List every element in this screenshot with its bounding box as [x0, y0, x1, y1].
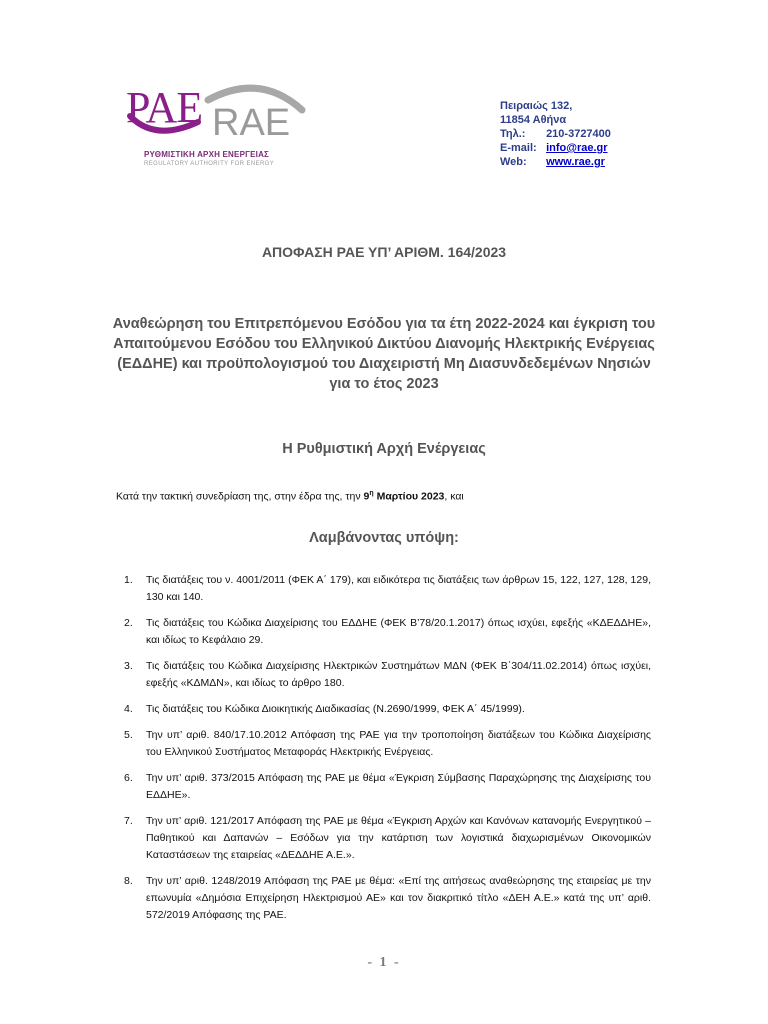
web-row: [500, 155, 611, 169]
considering-heading: Λαμβάνοντας υπόψη:: [309, 530, 459, 546]
considerations-list: [119, 572, 651, 933]
decision-title: ΑΠΟΦΑΣΗ ΡΑΕ ΥΠ’ ΑΡΙΘΜ. 164/2023: [261, 244, 507, 260]
list-item: [119, 727, 651, 761]
logo-text-greek: ΡΑΕ: [126, 83, 203, 132]
rae-logo: [120, 80, 310, 175]
list-item-number: 4.: [124, 703, 133, 715]
list-item-text: Τις διατάξεις του Κώδικα Διοικητικής Διαδικασίας (Ν.2690/1999, ΦΕΚ Α΄ 45/1999).: [146, 703, 525, 715]
list-item-number: 1.: [124, 574, 133, 586]
phone-row: [500, 127, 611, 141]
list-item: [119, 615, 651, 649]
list-item-text: Τις διατάξεις του Κώδικα Διαχείρισης Ηλεκτρικών Συστημάτων ΜΔΝ (ΦΕΚ Β΄304/11.02.2014) όπως ισχύει, εφεξής «ΚΔΜΔΝ», και ιδίως το άρθρο 180.: [146, 660, 651, 689]
list-item: [119, 873, 651, 924]
email-link[interactable]: info@rae.gr: [546, 142, 608, 154]
list-item: [119, 770, 651, 804]
list-item-number: 5.: [124, 729, 133, 741]
intro-day: 9: [363, 490, 370, 503]
logo-subtitle-greek: ΡΥΘΜΙΣΤΙΚΗ ΑΡΧΗ ΕΝΕΡΓΕΙΑΣ: [144, 150, 270, 159]
list-item: [119, 813, 651, 864]
list-item-number: 8.: [124, 875, 133, 887]
list-item: [119, 658, 651, 692]
intro-text-after: , και: [444, 490, 464, 503]
intro-text-before: Κατά την τακτική συνεδρίαση της, στην έδρα της, την: [116, 490, 364, 503]
list-item: [119, 572, 651, 606]
list-item-text: Την υπ’ αριθ. 840/17.10.2012 Απόφαση της ΡΑΕ για την τροποποίηση διατάξεων του Κώδικα Διαχείρισης του Ελληνικού Συστήματος Μεταφοράς Ηλεκτρικής Ενέργειας.: [146, 729, 651, 758]
intro-sentence: [116, 490, 464, 503]
list-item-text: Τις διατάξεις του Κώδικα Διαχείρισης του ΕΔΔΗΕ (ΦΕΚ Β’78/20.1.2017) όπως ισχύει, εφεξής «ΚΔΕΔΔΗΕ», και ιδίως το Κεφάλαιο 29.: [146, 617, 651, 646]
list-item-text: Την υπ’ αριθ. 1248/2019 Απόφαση της ΡΑΕ με θέμα: «Επί της αιτήσεως αναθεώρησης της εταιρείας με την επωνυμία «Δημόσια Επιχείρηση Ηλεκτρισμού ΑΕ» και τον διακριτικό τίτλο «ΔΕΗ Α.Ε.» κατά της υπ’ αριθ. 572/2019 Απόφασης της ΡΑΕ.: [146, 875, 651, 921]
address-line-1: Πειραιώς 132,: [500, 100, 573, 112]
list-item-text: Την υπ’ αριθ. 373/2015 Απόφαση της ΡΑΕ με θέμα «Έγκριση Σύμβασης Παραχώρησης της Διαχείρισης του ΕΔΔΗΕ».: [146, 772, 651, 801]
list-item-number: 6.: [124, 772, 133, 784]
list-item-number: 7.: [124, 815, 133, 827]
intro-day-suffix: η: [369, 490, 374, 497]
authority-heading: Η Ρυθμιστική Αρχή Ενέργειας: [282, 441, 486, 457]
web-link[interactable]: www.rae.gr: [546, 156, 605, 168]
list-item-text: Τις διατάξεις του ν. 4001/2011 (ΦΕΚ Α΄ 179), και ειδικότερα τις διατάξεις των άρθρων 15, 122, 127, 128, 129, 130 και 140.: [146, 574, 651, 603]
list-item-text: Την υπ’ αριθ. 121/2017 Απόφαση της ΡΑΕ με θέμα «Έγκριση Αρχών και Κανόνων κατανομής Ενεργητικού – Παθητικού και Δαπανών – Εσόδων για την κατάρτιση των λογιστικά διαχωρισμένων Οικονομικών Καταστάσεων της εταιρείας «ΔΕΔΔΗΕ Α.Ε.».: [146, 815, 651, 861]
page-number: - 1 -: [367, 955, 401, 970]
phone-label: Τηλ.:: [500, 128, 526, 140]
logo-text-latin: RAE: [212, 102, 291, 144]
decision-subject: Αναθεώρηση του Επιτρεπόμενου Εσόδου για τα έτη 2022-2024 και έγκριση του Απαιτούμενου Εσόδου του Ελληνικού Δικτύου Διανομής Ηλεκτρικής Ενέργειας (ΕΔΔΗΕ) και προϋπολογισμού του Διαχειριστή Μη Διασυνδεδεμένων Νησιών για το έτος 2023: [112, 316, 656, 392]
list-item-number: 3.: [124, 660, 133, 672]
email-label: E-mail:: [500, 142, 537, 154]
address-line-2: 11854 Αθήνα: [500, 114, 567, 126]
intro-month-year: Μαρτίου 2023: [373, 490, 445, 503]
list-item: [119, 701, 651, 718]
phone-value: 210-3727400: [546, 128, 611, 140]
logo-subtitle-english: REGULATORY AUTHORITY FOR ENERGY: [144, 161, 275, 167]
web-label: Web:: [500, 156, 527, 168]
contact-block: [500, 99, 611, 169]
email-row: [500, 141, 611, 155]
list-item-number: 2.: [124, 617, 133, 629]
